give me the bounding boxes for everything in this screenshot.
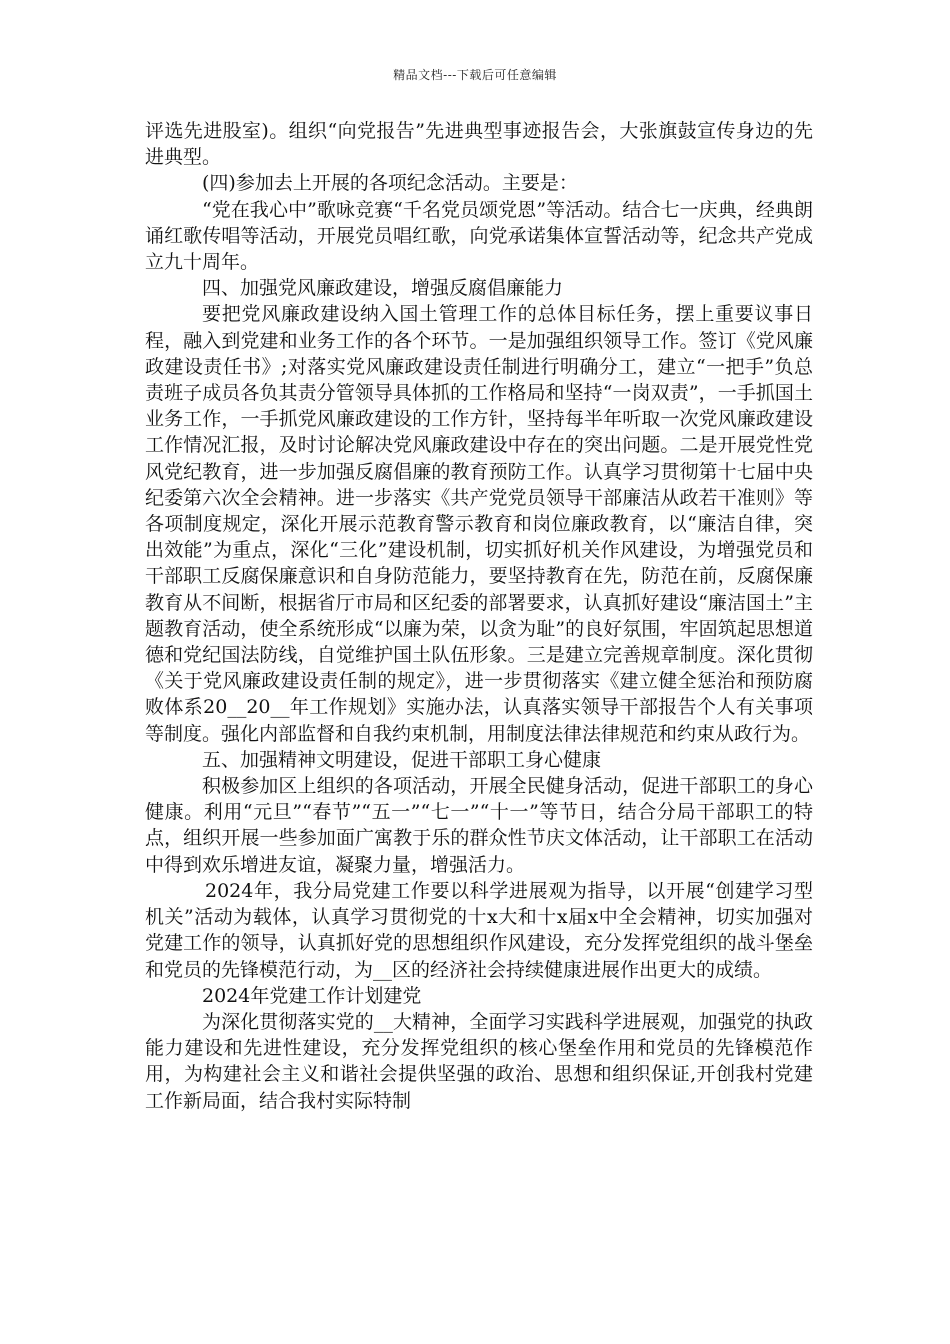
page-header: 精品文档---下载后可任意编辑: [393, 68, 557, 82]
document-body: [145, 118, 813, 1114]
paragraph-activities: “党在我心中”歌咏竞赛“千名党员颂党恩”等活动。结合七一庆典，经典朗诵红歌传唱等活动，开展党员唱红歌，向党承诺集体宣誓活动等，纪念共产党成立九十周年。: [145, 198, 813, 274]
paragraph-section-four-memorial: (四)参加去上开展的各项纪念活动。主要是：: [202, 172, 578, 195]
paragraph-2024-summary: 2024年，我分局党建工作要以科学进展观为指导，以开展“创建学习型机关”活动为载体，认真学习贯彻党的十x大和十x届x中全会精神，切实加强对党建工作的领导，认真抓好党的思想组织作风建设，充分发挥党组织的战斗堡垒和党员的先锋模范行动，为__区的经济社会持续健康进展作出更大的成绩。: [145, 879, 813, 981]
section-heading-five: 五、加强精神文明建设，促进干部职工身心健康: [202, 748, 602, 771]
paragraph-continuation: 评选先进股室)。组织“向党报告”先进典型事迹报告会，大张旗鼓宣传身边的先进典型。: [145, 120, 813, 169]
paragraph-cultural-activities: 积极参加区上组织的各项活动，开展全民健身活动，促进干部职工的身心健康。利用“元旦”“春节”“五一”“七一”“十一”等节日，结合分局干部职工的特点，组织开展一些参加面广寓教于乐的群众性节庆文体活动，让干部职工在活动中得到欢乐增进友谊，凝聚力量，增强活力。: [145, 775, 813, 876]
section-heading-plan: 2024年党建工作计划建党: [202, 984, 422, 1007]
section-heading-four: 四、加强党风廉政建设，增强反腐倡廉能力: [202, 277, 564, 300]
paragraph-plan-intro: 为深化贯彻落实党的__大精神，全面学习实践科学进展观，加强党的执政能力建设和先进性建设，充分发挥党组织的核心堡垒作用和党员的先锋模范作用，为构建社会主义和谐社会提供坚强的政治、思想和组织保证,开创我村党建工作新局面，结合我村实际特制: [145, 1010, 813, 1112]
paragraph-anti-corruption: 要把党风廉政建设纳入国土管理工作的总体目标任务，摆上重要议事日程，融入到党建和业务工作的各个环节。一是加强组织领导工作。签订《党风廉政建设责任书》;对落实党风廉政建设责任制进行明确分工，建立“一把手”负总责班子成员各负其责分管领导具体抓的工作格局和坚持“一岗双责”，一手抓国土业务工作，一手抓党风廉政建设的工作方针，坚持每半年听取一次党风廉政建设工作情况汇报，及时讨论解决党风廉政建设中存在的突出问题。二是开展党性党风党纪教育，进一步加强反腐倡廉的教育预防工作。认真学习贯彻第十七届中央纪委第六次全会精神。进一步落实《共产党党员领导干部廉洁从政若干准则》等各项制度规定，深化开展示范教育警示教育和岗位廉政教育，以“廉洁自律，突出效能”为重点，深化“三化”建设机制，切实抓好机关作风建设，为增强党员和干部职工反腐保廉意识和自身防范能力，要坚持教育在先，防范在前，反腐保廉教育从不间断，根据省厅市局和区纪委的部署要求，认真抓好建设“廉洁国土”主题教育活动，使全系统形成“以廉为荣，以贪为耻”的良好氛围，牢固筑起思想道德和党纪国法防线，自觉维护国土队伍形象。三是建立完善规章制度。深化贯彻《关于党风廉政建设责任制的规定》，进一步贯彻落实《建立健全惩治和预防腐败体系20__20__年工作规划》实施办法，认真落实领导干部报告个人有关事项等制度。强化内部监督和自我约束机制，用制度法律法律规范和约束从政行为。: [145, 303, 813, 745]
